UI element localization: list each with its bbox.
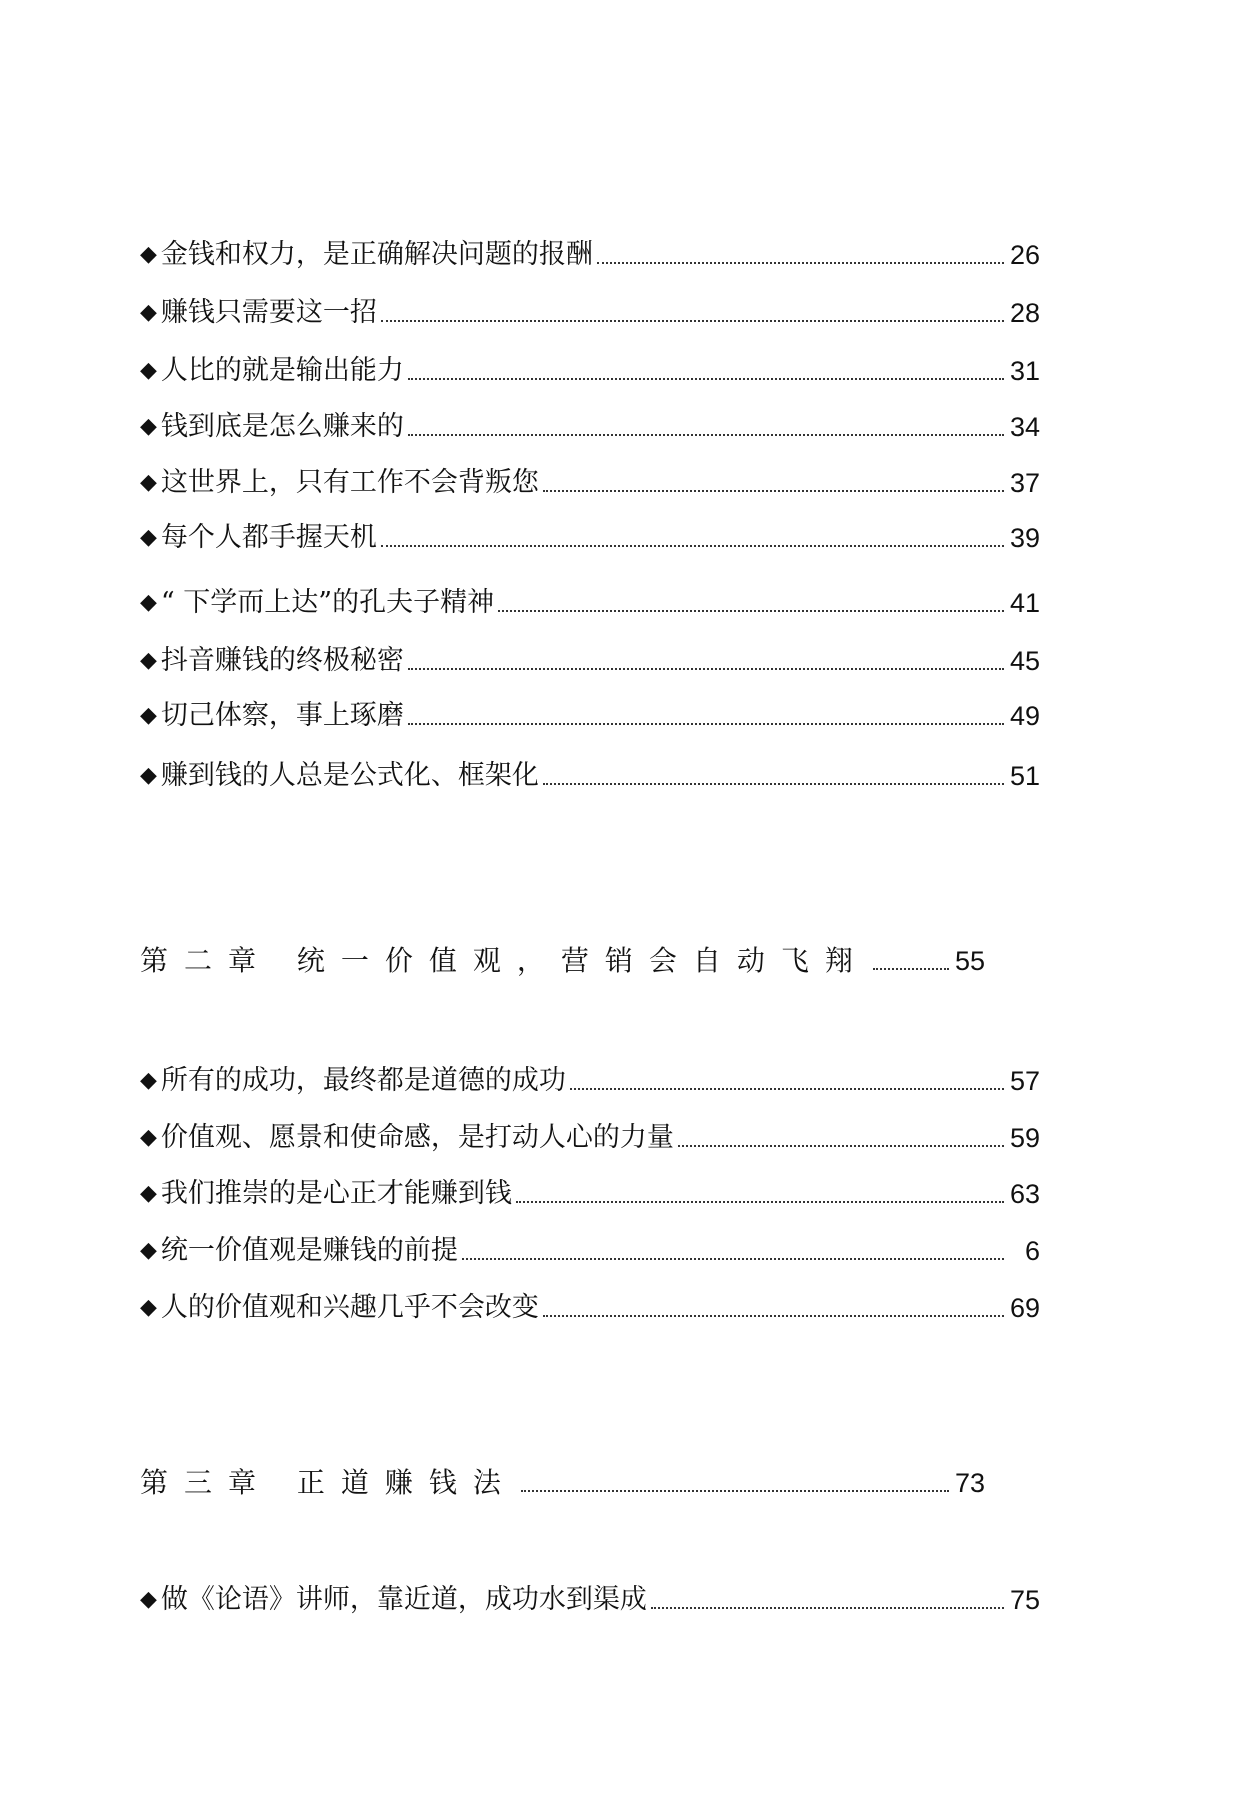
toc-entry-title: 金钱和权力，是正确解决问题的报酬 bbox=[160, 239, 593, 270]
toc-entry-title: 赚钱只需要这一招 bbox=[160, 297, 377, 328]
toc-entry-title: 我们推崇的是心正才能赚到钱 bbox=[160, 1178, 512, 1209]
diamond-bullet-icon: ◆ bbox=[140, 1181, 157, 1206]
toc-entry-title: 价值观、愿景和使命感，是打动人心的力量 bbox=[160, 1122, 674, 1153]
diamond-bullet-icon: ◆ bbox=[140, 1125, 157, 1150]
toc-entry bbox=[140, 515, 1040, 555]
toc-entry bbox=[140, 638, 1040, 678]
dot-leader bbox=[498, 610, 1004, 612]
dot-leader bbox=[873, 968, 949, 970]
toc-entry-title: 人的价值观和兴趣几乎不会改变 bbox=[160, 1292, 539, 1323]
toc-entry-title: 统一价值观是赚钱的前提 bbox=[160, 1235, 458, 1266]
toc-entry bbox=[140, 1058, 1040, 1098]
toc-entry-title: 人比的就是输出能力 bbox=[160, 355, 404, 386]
toc-entry bbox=[140, 1171, 1040, 1211]
toc-entry bbox=[140, 1577, 1040, 1617]
toc-entry-page: 37 bbox=[1009, 468, 1040, 498]
toc-entry-title: 这世界上，只有工作不会背叛您 bbox=[160, 467, 539, 498]
dot-leader bbox=[462, 1258, 1004, 1260]
dot-leader bbox=[516, 1201, 1004, 1203]
toc-entry-page: 75 bbox=[1009, 1585, 1040, 1615]
toc-entry bbox=[140, 1228, 1040, 1268]
diamond-bullet-icon: ◆ bbox=[140, 358, 157, 383]
toc-entry-title: 钱到底是怎么赚来的 bbox=[160, 411, 404, 442]
toc-entry bbox=[140, 348, 1040, 388]
diamond-bullet-icon: ◆ bbox=[140, 414, 157, 439]
dot-leader bbox=[408, 434, 1004, 436]
toc-entry-page: 59 bbox=[1009, 1123, 1040, 1153]
toc-entry-page: 57 bbox=[1009, 1066, 1040, 1096]
dot-leader bbox=[408, 668, 1004, 670]
dot-leader bbox=[678, 1145, 1004, 1147]
toc-entry bbox=[140, 693, 1040, 733]
toc-chapter bbox=[140, 1460, 1040, 1500]
diamond-bullet-icon: ◆ bbox=[140, 1587, 157, 1612]
dot-leader bbox=[543, 490, 1004, 492]
toc-entry-page: 39 bbox=[1009, 523, 1040, 553]
dot-leader bbox=[381, 320, 1004, 322]
diamond-bullet-icon: ◆ bbox=[140, 648, 157, 673]
toc-entry-page: 34 bbox=[1009, 412, 1040, 442]
toc-entry-page: 45 bbox=[1009, 646, 1040, 676]
diamond-bullet-icon: ◆ bbox=[140, 242, 157, 267]
dot-leader bbox=[543, 783, 1004, 785]
chapter-title: 第二章 统一价值观，营销会自动飞翔 bbox=[140, 944, 869, 977]
toc-entry-page: 28 bbox=[1009, 298, 1040, 328]
diamond-bullet-icon: ◆ bbox=[140, 590, 157, 615]
diamond-bullet-icon: ◆ bbox=[140, 703, 157, 728]
dot-leader bbox=[408, 378, 1004, 380]
toc-entry-page: 63 bbox=[1009, 1179, 1040, 1209]
toc-entry-page: 26 bbox=[1009, 240, 1040, 270]
toc-chapter bbox=[140, 938, 1040, 978]
toc-entry bbox=[140, 1285, 1040, 1325]
toc-entry-page: 6 bbox=[1024, 1236, 1040, 1266]
chapter-title: 第三章 正道赚钱法 bbox=[140, 1466, 517, 1499]
dot-leader bbox=[521, 1490, 949, 1492]
toc-entry bbox=[140, 580, 1040, 620]
dot-leader bbox=[381, 545, 1004, 547]
toc-entry bbox=[140, 460, 1040, 500]
toc-entry bbox=[140, 232, 1040, 272]
toc-entry bbox=[140, 404, 1040, 444]
dot-leader bbox=[570, 1088, 1004, 1090]
chapter-page: 55 bbox=[954, 946, 985, 976]
toc-entry bbox=[140, 290, 1040, 330]
dot-leader bbox=[408, 723, 1004, 725]
diamond-bullet-icon: ◆ bbox=[140, 763, 157, 788]
diamond-bullet-icon: ◆ bbox=[140, 1238, 157, 1263]
dot-leader bbox=[651, 1607, 1004, 1609]
toc-entry-page: 51 bbox=[1009, 761, 1040, 791]
dot-leader bbox=[543, 1315, 1004, 1317]
toc-entry bbox=[140, 753, 1040, 793]
diamond-bullet-icon: ◆ bbox=[140, 470, 157, 495]
toc-entry-title: 所有的成功，最终都是道德的成功 bbox=[160, 1065, 566, 1096]
diamond-bullet-icon: ◆ bbox=[140, 525, 157, 550]
toc-entry-page: 41 bbox=[1009, 588, 1040, 618]
toc-entry-title: “ 下学而上达”的孔夫子精神 bbox=[160, 587, 495, 618]
chapter-page: 73 bbox=[954, 1468, 985, 1498]
toc-entry-page: 31 bbox=[1009, 356, 1040, 386]
toc-entry-page: 69 bbox=[1009, 1293, 1040, 1323]
toc-entry-title: 抖音赚钱的终极秘密 bbox=[160, 645, 404, 676]
dot-leader bbox=[597, 262, 1004, 264]
toc-entry-page: 49 bbox=[1009, 701, 1040, 731]
toc-entry bbox=[140, 1115, 1040, 1155]
toc-entry-title: 切己体察，事上琢磨 bbox=[160, 700, 404, 731]
toc-entry-title: 赚到钱的人总是公式化、框架化 bbox=[160, 760, 539, 791]
toc-entry-title: 每个人都手握天机 bbox=[160, 522, 377, 553]
diamond-bullet-icon: ◆ bbox=[140, 1068, 157, 1093]
diamond-bullet-icon: ◆ bbox=[140, 300, 157, 325]
diamond-bullet-icon: ◆ bbox=[140, 1295, 157, 1320]
toc-entry-title: 做《论语》讲师，靠近道，成功水到渠成 bbox=[160, 1584, 647, 1615]
